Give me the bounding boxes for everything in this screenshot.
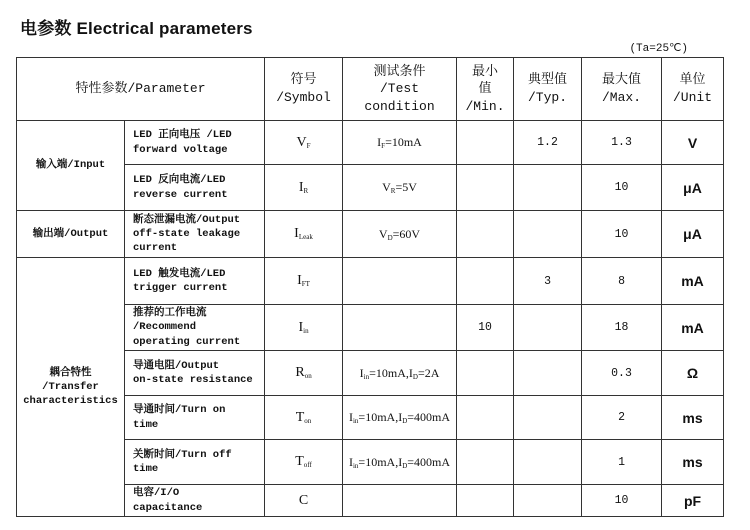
- unit-value: ms: [662, 440, 724, 485]
- symbol-base: I: [298, 319, 304, 335]
- condition-text: =60V: [392, 226, 421, 241]
- unit-value: mA: [662, 258, 724, 305]
- condition-subscript: F: [381, 142, 386, 150]
- condition-cell: [343, 165, 457, 211]
- header-symbol: 符号 /Symbol: [265, 58, 343, 121]
- typ-value: [514, 351, 582, 396]
- param-name-line: operating current: [133, 335, 241, 348]
- group-label-line: characteristics: [23, 395, 118, 408]
- parameters-body: [17, 121, 724, 517]
- symbol-cell: [265, 211, 343, 258]
- condition-cell: [343, 440, 457, 485]
- unit-value: mA: [662, 305, 724, 351]
- parameters-table: [16, 57, 724, 517]
- unit-value: ms: [662, 396, 724, 440]
- condition-subscript: D: [402, 417, 408, 425]
- param-name: [125, 396, 265, 440]
- symbol-base: V: [296, 134, 307, 150]
- unit-value: μA: [662, 165, 724, 211]
- param-name-line: LED 正向电压 /LED: [133, 129, 232, 142]
- unit-value: pF: [662, 485, 724, 517]
- unit-value: Ω: [662, 351, 724, 396]
- table-row: [17, 211, 724, 258]
- symbol-subscript: FT: [301, 280, 310, 288]
- condition-symbol: I: [408, 365, 413, 380]
- max-value: 10: [582, 485, 662, 517]
- param-name-line: /Recommend: [133, 321, 197, 334]
- param-name-line: current: [133, 242, 178, 255]
- condition-text: =400mA: [407, 410, 451, 424]
- param-name-line: 关断时间/Turn off: [133, 448, 232, 461]
- min-value: [457, 396, 514, 440]
- header-row: [17, 58, 724, 121]
- condition-subscript: D: [402, 461, 408, 470]
- symbol-cell: [265, 258, 343, 305]
- condition-symbol: V: [378, 226, 388, 241]
- min-value: [457, 258, 514, 305]
- param-name: [125, 305, 265, 351]
- param-name-line: 电容/I/O: [133, 487, 180, 500]
- condition-cell: [343, 351, 457, 396]
- symbol-cell: [265, 440, 343, 485]
- param-name: [125, 485, 265, 517]
- condition-text: =10mA,: [358, 410, 399, 424]
- typ-value: [514, 305, 582, 351]
- condition-subscript: in: [352, 417, 359, 425]
- param-name-line: 导通时间/Turn on: [133, 404, 226, 417]
- symbol-cell: [265, 305, 343, 351]
- param-name-line: capacitance: [133, 501, 203, 514]
- param-name-line: LED 反向电流/LED: [133, 174, 226, 187]
- max-value: 1.3: [582, 121, 662, 165]
- typ-value: [514, 211, 582, 258]
- unit-value: V: [662, 121, 724, 165]
- symbol-cell: [265, 396, 343, 440]
- header-unit: 单位 /Unit: [662, 58, 724, 121]
- table-row: [17, 258, 724, 305]
- max-value: 0.3: [582, 351, 662, 396]
- condition-subscript: R: [390, 187, 396, 195]
- symbol-cell: [265, 165, 343, 211]
- unit-value: μA: [662, 211, 724, 258]
- header-typ: 典型值 /Typ.: [514, 58, 582, 121]
- group-label: [17, 211, 125, 258]
- group-label: [17, 121, 125, 211]
- condition-symbol: I: [348, 410, 353, 424]
- symbol-base: I: [297, 273, 302, 288]
- condition-symbol: V: [382, 180, 391, 194]
- symbol-base: T: [295, 409, 305, 425]
- page-title: 电参数 Electrical parameters: [20, 19, 253, 38]
- condition-text: =400mA: [407, 454, 451, 469]
- condition-text: =2A: [417, 365, 440, 380]
- symbol-base: R: [295, 365, 305, 380]
- condition-symbol: I: [398, 454, 403, 469]
- param-name-line: time: [133, 463, 159, 475]
- symbol-cell: [265, 121, 343, 165]
- condition-subscript: D: [412, 372, 418, 381]
- min-value: [457, 165, 514, 211]
- condition-text: =10mA,: [369, 365, 409, 380]
- condition-symbol: I: [359, 365, 364, 380]
- param-name-line: off-state leakage: [133, 227, 241, 240]
- condition-symbol: I: [348, 454, 353, 469]
- condition-cell: [343, 211, 457, 258]
- symbol-subscript: in: [303, 326, 309, 335]
- symbol-subscript: Leak: [298, 233, 313, 241]
- typ-value: 1.2: [514, 121, 582, 165]
- min-value: [457, 440, 514, 485]
- condition-cell: [343, 305, 457, 351]
- condition-text: =10mA,: [358, 454, 399, 469]
- symbol-subscript: F: [306, 141, 311, 150]
- symbol-base: I: [294, 226, 299, 241]
- min-value: [457, 211, 514, 258]
- symbol-cell: [265, 485, 343, 517]
- param-name-line: on-state resistance: [133, 374, 253, 386]
- condition-cell: [343, 121, 457, 165]
- symbol-cell: [265, 351, 343, 396]
- max-value: 10: [582, 165, 662, 211]
- group-label: [17, 258, 125, 517]
- min-value: 10: [457, 305, 514, 351]
- group-label-line: 输出端/Output: [32, 227, 109, 240]
- param-name-line: reverse current: [133, 188, 228, 201]
- symbol-subscript: on: [304, 372, 312, 380]
- typ-value: [514, 485, 582, 517]
- typ-value: [514, 396, 582, 440]
- symbol-subscript: R: [303, 186, 309, 195]
- condition-symbol: I: [398, 410, 403, 424]
- condition-text: =10mA: [385, 135, 422, 149]
- condition-cell: [343, 485, 457, 517]
- max-value: 8: [582, 258, 662, 305]
- symbol-subscript: on: [304, 416, 312, 425]
- condition-cell: [343, 396, 457, 440]
- header-max: 最大值 /Max.: [582, 58, 662, 121]
- typ-value: 3: [514, 258, 582, 305]
- symbol-base: T: [295, 454, 304, 469]
- header-parameter: 特性参数/Parameter: [17, 58, 265, 121]
- header-min: 最小 值 /Min.: [457, 58, 514, 121]
- param-name: [125, 351, 265, 396]
- symbol-base: I: [298, 179, 304, 195]
- group-label-line: 输入端/Input: [35, 159, 106, 172]
- typ-value: [514, 165, 582, 211]
- condition-subscript: in: [363, 372, 370, 381]
- param-name-line: 导通电阻/Output: [133, 359, 220, 372]
- max-value: 10: [582, 211, 662, 258]
- max-value: 2: [582, 396, 662, 440]
- param-name-line: 断态泄漏电流/Output: [133, 213, 241, 226]
- symbol-base: C: [298, 492, 309, 508]
- min-value: [457, 121, 514, 165]
- max-value: 18: [582, 305, 662, 351]
- max-value: 1: [582, 440, 662, 485]
- symbol-subscript: off: [303, 461, 312, 469]
- param-name-line: 推荐的工作电流: [133, 307, 207, 320]
- min-value: [457, 351, 514, 396]
- table-row: [17, 121, 724, 165]
- param-name-line: time: [133, 418, 159, 431]
- condition-subscript: in: [352, 461, 359, 470]
- ambient-condition: (Ta=25℃): [629, 43, 688, 55]
- param-name: [125, 165, 265, 211]
- typ-value: [514, 440, 582, 485]
- group-label-line: 耦合特性: [49, 366, 92, 379]
- header-condition: 测试条件 /Test condition: [343, 58, 457, 121]
- group-label-line: /Transfer: [42, 380, 99, 393]
- param-name: [125, 211, 265, 258]
- param-name: [125, 258, 265, 305]
- param-name-line: LED 触发电流/LED: [133, 267, 226, 280]
- param-name: [125, 121, 265, 165]
- condition-subscript: D: [387, 233, 393, 242]
- param-name-line: trigger current: [133, 282, 228, 294]
- param-name-line: forward voltage: [133, 143, 228, 156]
- condition-cell: [343, 258, 457, 305]
- min-value: [457, 485, 514, 517]
- condition-text: =5V: [395, 180, 417, 194]
- param-name: [125, 440, 265, 485]
- condition-symbol: I: [377, 135, 382, 149]
